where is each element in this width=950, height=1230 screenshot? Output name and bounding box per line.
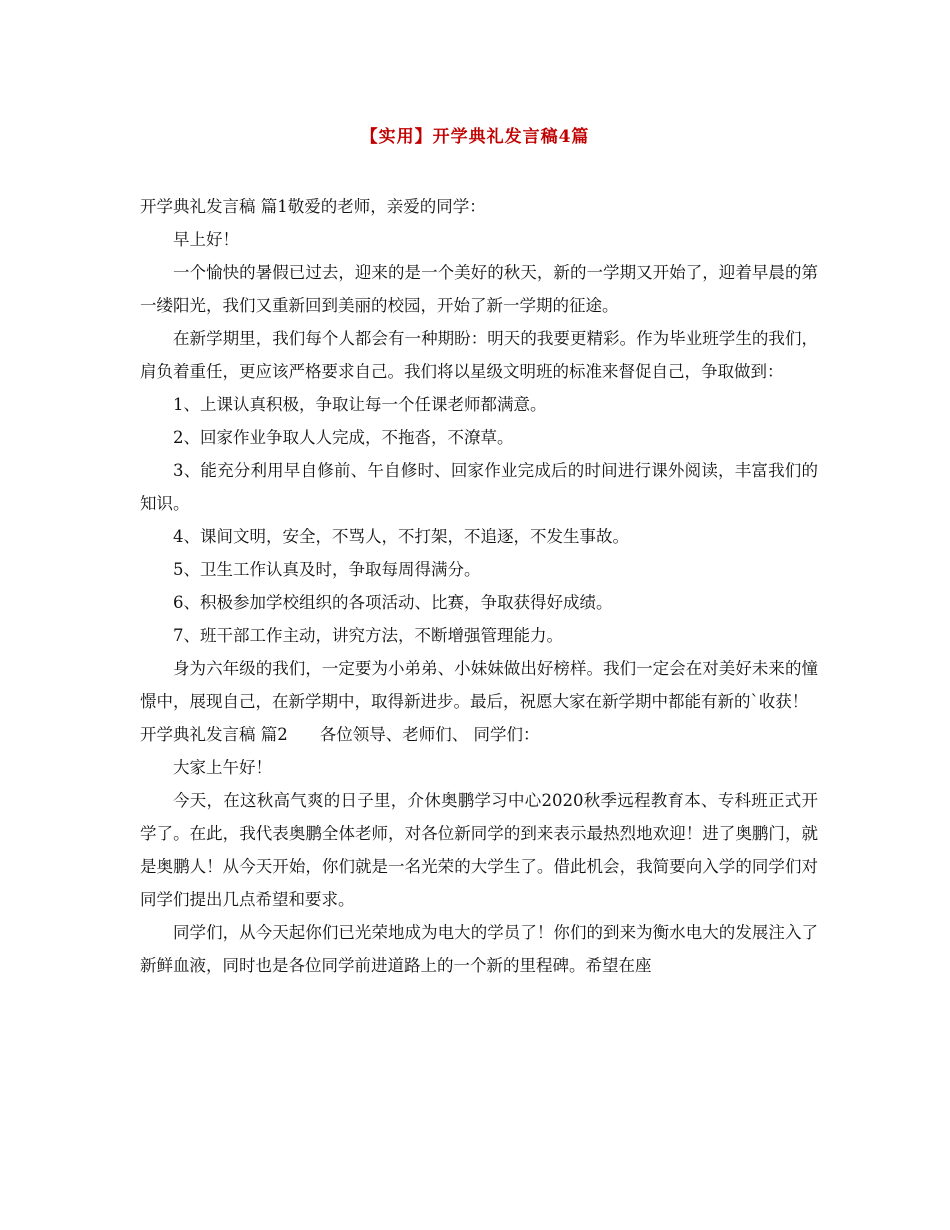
speech-1-heading: 开学典礼发言稿 篇1敬爱的老师，亲爱的同学：	[140, 197, 486, 216]
document-title: 【实用】开学典礼发言稿4篇	[360, 127, 590, 147]
list-item: 7、班干部工作主动，讲究方法，不断增强管理能力。	[173, 626, 563, 645]
paragraph: 在新学期里，我们每个人都会有一种期盼：明天的我要更精彩。作为毕业班学生的我们，肩负着重任，更应该严格要求自己。我们将以星级文明班的标准来督促自己，争取做到：	[140, 329, 818, 381]
list-item: 2、回家作业争取人人完成，不拖沓，不潦草。	[173, 428, 514, 447]
list-item: 1、上课认真积极，争取让每一个任课老师都满意。	[173, 395, 547, 414]
paragraph: 身为六年级的我们，一定要为小弟弟、小妹妹做出好榜样。我们一定会在对美好未来的憧憬中，展现自己，在新学期中，取得新进步。最后，祝愿大家在新学期中都能有新的`收获！	[140, 659, 818, 711]
paragraph: 同学们，从今天起你们已光荣地成为电大的学员了！你们的到来为衡水电大的发展注入了新鲜血液，同时也是各位同学前进道路上的一个新的里程碑。希望在座	[140, 923, 818, 975]
list-item: 4、课间文明，安全，不骂人，不打架，不追逐，不发生事故。	[173, 527, 629, 546]
paragraph: 今天，在这秋高气爽的日子里，介休奥鹏学习中心2020秋季远程教育本、专科班正式开学了。在此，我代表奥鹏全体老师，对各位新同学的到来表示最热烈地欢迎！进了奥鹏门，就是奥鹏人！从今天开始，你们就是一名光荣的大学生了。借此机会，我简要向入学的同学们对同学们提出几点希望和要求。	[140, 791, 818, 909]
speech-2-heading	[140, 718, 818, 751]
document-body	[140, 190, 818, 982]
speech-2-salutation: 各位领导、老师们、 同学们：	[319, 725, 540, 744]
list-item: 5、卫生工作认真及时，争取每周得满分。	[173, 560, 481, 579]
paragraph: 早上好！	[173, 230, 239, 249]
paragraph: 一个愉快的暑假已过去，迎来的是一个美好的秋天，新的一学期又开始了，迎着早晨的第一缕阳光，我们又重新回到美丽的校园，开始了新一学期的征途。	[140, 263, 818, 315]
paragraph: 大家上午好！	[173, 758, 272, 777]
list-item: 6、积极参加学校组织的各项活动、比赛，争取获得好成绩。	[173, 593, 613, 612]
speech-2-title: 开学典礼发言稿 篇2	[140, 725, 288, 744]
list-item: 3、能充分利用早自修前、午自修时、回家作业完成后的时间进行课外阅读，丰富我们的知识。	[140, 461, 818, 513]
